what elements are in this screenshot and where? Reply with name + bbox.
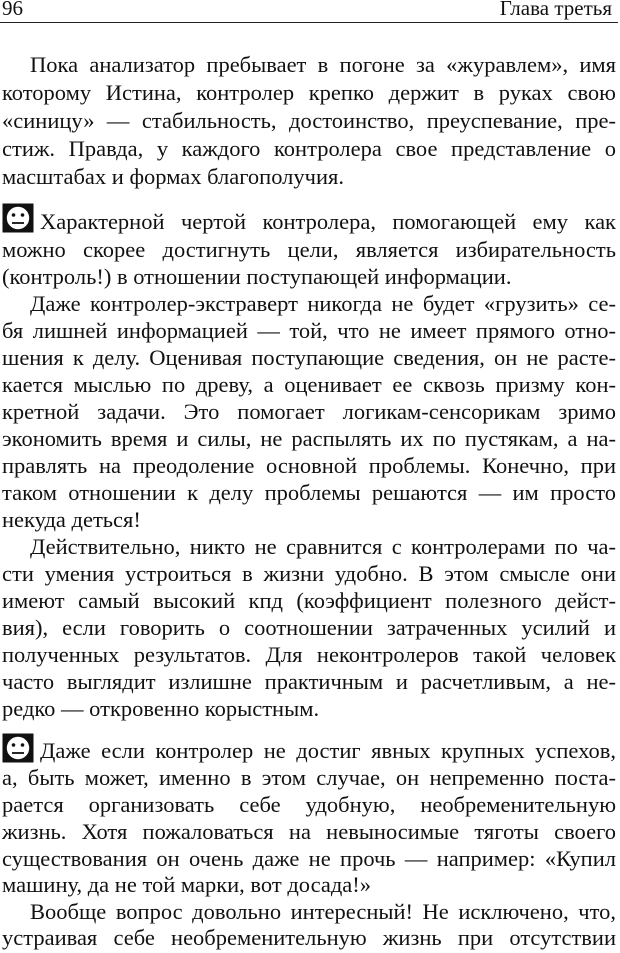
text-line: Даже если контролер не достиг явных крупных успехов, [40,738,616,763]
neutral-face-icon [2,733,34,763]
text-line: имеют самый высокий кпд (коэффициент полезного дейст- [2,588,616,613]
text-line: рается организовать себе удобную, необременительную [2,792,616,817]
chapter-title: Глава третья [499,0,612,20]
text-line: экономить время и силы, не распылять их по пустякам, а на- [2,426,616,451]
text-line: Характерной чертой контролера, помогающей ему как [40,209,616,234]
text-line: кретной задачи. Это помогает логикам-сенсорикам зримо [2,399,616,424]
text-line: бя лишней информацией — той, что не имеет прямого отно- [2,318,616,343]
text-line: некуда деться! [2,507,141,532]
text-line: (контроль!) в отношении поступающей информации. [2,264,512,289]
text-line: можно скорее достигнуть цели, является избирательность [2,237,616,262]
text-line: Вообще вопрос довольно интересный! Не исключено, что, [30,899,616,924]
text-line: машину, да не той марки, вот досада!» [2,872,371,897]
text-line: существования он очень даже не прочь — например: «Купил [2,846,616,871]
text-line: редко — откровенно корыстным. [2,696,320,721]
text-line: кается мыслью по древу, а оценивает ее сквозь призму кон- [2,372,616,397]
page-number: 96 [2,0,23,20]
text-line: таком отношении к делу проблемы решаются — им просто [2,480,616,505]
text-line: Даже контролер-экстраверт никогда не будет «грузить» се- [30,291,616,316]
page-header [0,0,618,23]
text-line: Действительно, никто не сравнится с контролерами по ча- [30,534,616,559]
text-line: а, быть может, именно в этом случае, он непременно поста- [2,765,616,790]
neutral-face-icon [2,203,34,233]
text-line: стиж. Правда, у каждого контролера свое представление о [2,136,616,161]
text-line: сти умения устроиться в жизни удобно. В этом смысле они [2,561,616,586]
text-line: Пока анализатор пребывает в погоне за «журавлем», имя [30,52,616,77]
text-line: жизнь. Хотя пожаловаться на невыносимые тяготы своего [2,819,616,844]
text-line: масштабах и формах благополучия. [2,164,344,189]
text-line: устраивая себе необременительную жизнь при отсутствии [2,925,616,950]
text-line: шения к делу. Оценивая поступающие сведения, он не расте- [2,345,616,370]
text-line: часто выглядит излишне практичным и расчетливым, а не- [2,669,616,694]
text-line: вия), если говорить о соотношении затраченных усилий и [2,615,616,640]
text-line: которому Истина, контролер крепко держит в руках свою [2,80,616,105]
text-line: правлять на преодоление основной проблемы. Конечно, при [2,453,616,478]
text-line: полученных результатов. Для неконтролеров такой человек [2,642,616,667]
text-line: «синицу» — стабильность, достоинство, преуспевание, пре- [2,108,616,133]
